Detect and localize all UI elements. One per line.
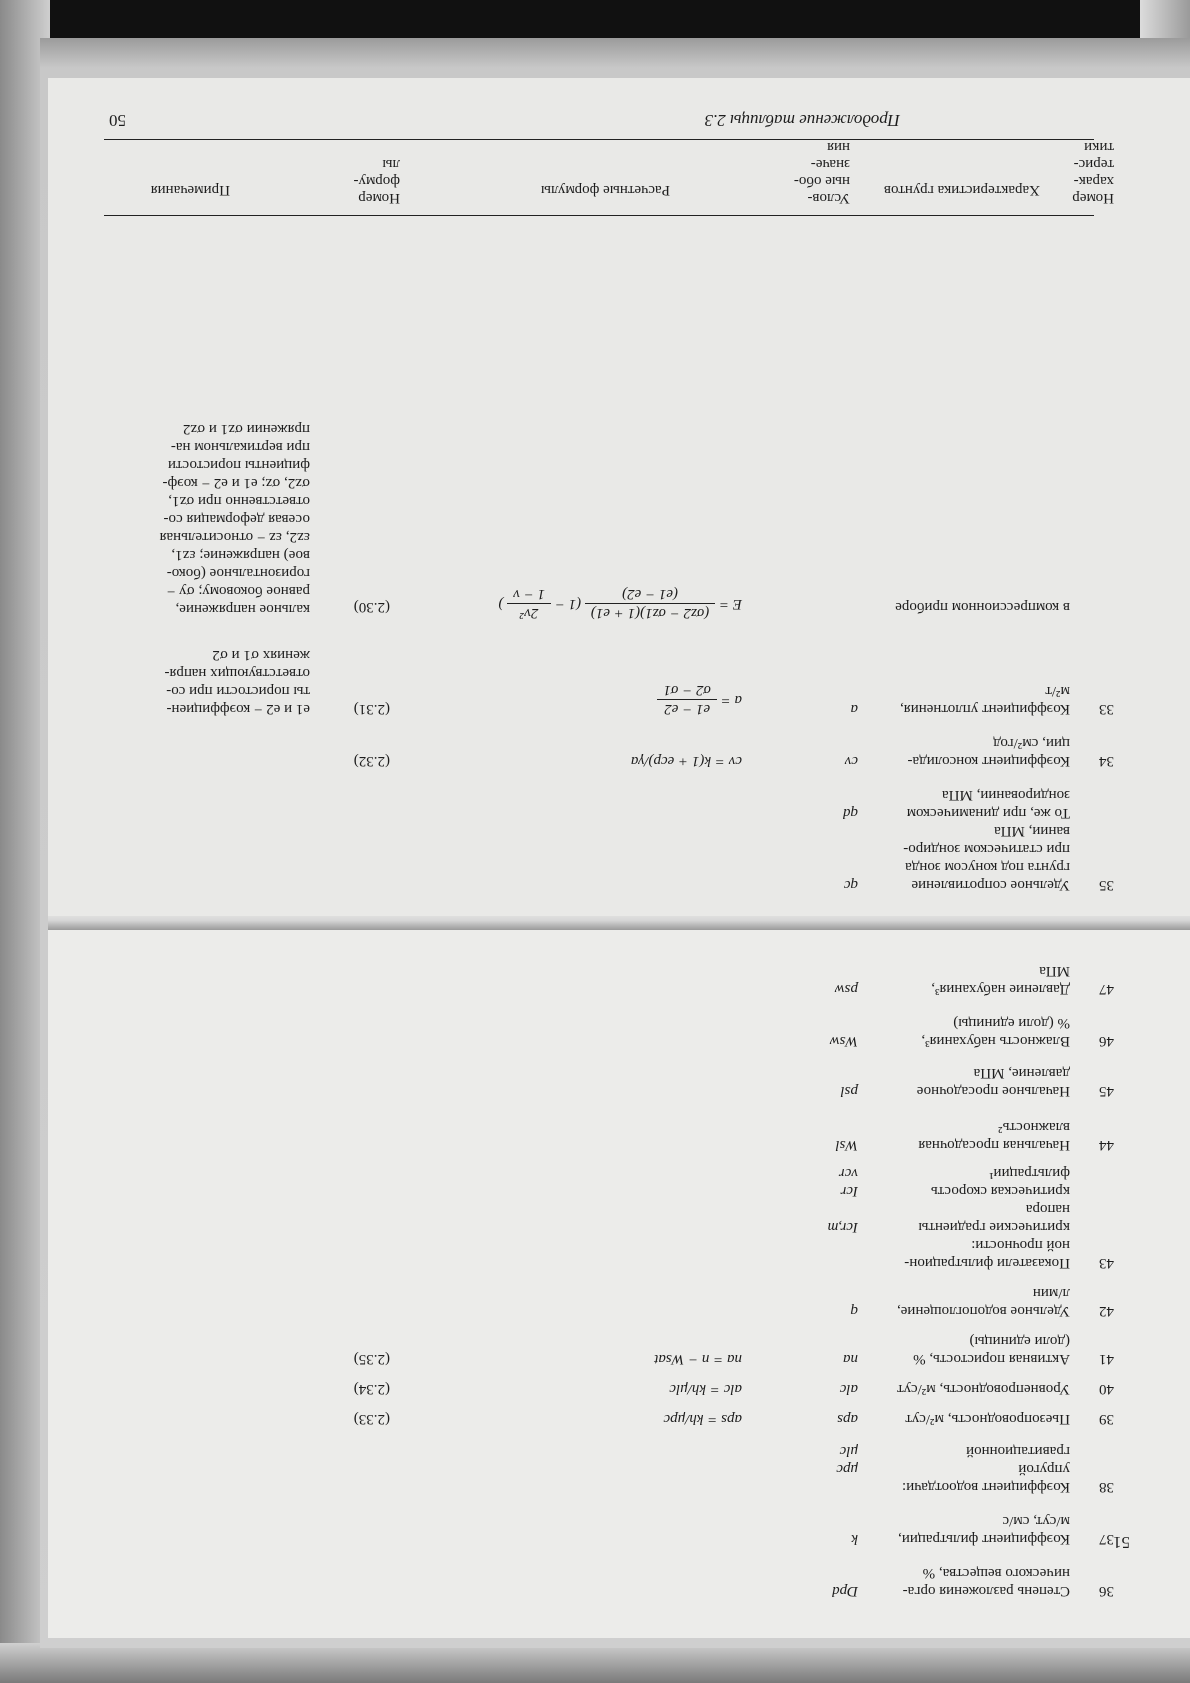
header-formula-number: Номер форму- лы [353,156,400,206]
table-rule [104,215,1094,216]
row-symbol: alc [839,1381,858,1397]
row-formula: aps = kh/μpc [663,1411,742,1427]
row-symbol: Wsw [829,1033,858,1049]
row-characteristic: Влажность набухания³, % (доли единицы) [921,1015,1070,1049]
row-number: 38 [1099,1479,1114,1495]
row-number: 37 [1099,1531,1114,1547]
row-symbol: a [850,701,858,717]
header-characteristic: Характеристика грунтов [883,182,1040,198]
row-characteristic: Степень разложения орга- нического вещества, % [902,1565,1070,1599]
row-number: 35 [1099,877,1114,893]
row-formula-number: (2.34) [353,1381,390,1397]
row-number: 42 [1099,1303,1114,1319]
row-characteristic: Коэффициент уплотнения, м²/т [900,683,1070,717]
row-formula: alc = kh/μlc [669,1381,742,1397]
row-formula-number: (2.31) [353,701,390,717]
row-number: 43 [1099,1255,1114,1271]
row-number: 34 [1099,753,1114,769]
row-symbol: Wsl [835,1137,858,1153]
row-characteristic: Коэффициент фильтрации, м/сут, см/с [898,1513,1070,1547]
scanner-bottom-edge [0,1643,1190,1683]
row-symbol: na [843,1351,858,1367]
row-formula-number: (2.30) [353,599,390,615]
row-characteristic: Активная пористость, % (доли единицы) [913,1333,1070,1367]
row-number: 36 [1099,1583,1114,1599]
row-number: 45 [1099,1083,1114,1099]
row-formula-number: (2.32) [353,753,390,769]
row-symbol: k [851,1531,858,1547]
row-characteristic: Начальная просадочная влажность² [918,1119,1070,1153]
row-characteristic: Удельное сопротивление грунта под конусом зонда при статическом зондиро- вании, МПа То же, при динамическом зондировании, МПа [903,787,1070,893]
row-number: 46 [1099,1033,1114,1049]
book-gutter [48,914,1190,930]
row-characteristic: Уровнепроводность, м²/сут [897,1381,1070,1397]
row-number: 41 [1099,1351,1114,1367]
row-symbol: q [850,1303,858,1319]
scanner-top-edge [0,0,1190,40]
row-formula: E = (σz2 − σz1)(1 + e1) (e1 − e2) (1 − 2ν² 1 − ν ) [498,586,742,621]
row-characteristic: Показатели фильтрацион- ной прочности: критические градиенты напора критическая скорость фильтрации¹ [904,1165,1070,1271]
page-50 [48,78,1190,916]
row-formula: na = n − Wsat [654,1351,742,1367]
row-characteristic: Начальное просадочное давление, МПа [916,1065,1070,1099]
row-characteristic: Коэффициент водоотдачи: упругой гравитационной [902,1443,1070,1495]
book-spread [48,78,1190,1638]
page-number: 51 [1113,1533,1130,1552]
row-formula: a = e1 − e2 σ2 − σ1 [402,681,742,718]
row-characteristic: Удельное водопоглощение, л/мин [896,1285,1070,1319]
table-title: Продолжение таблицы 2.3 [704,111,900,130]
row-symbol: μpc μlc [836,1443,858,1477]
row-characteristic: Давление набухания³, МПа [931,963,1070,997]
row-symbol: psw [834,981,858,997]
page-number: 50 [109,111,126,130]
row-number: 39 [1099,1411,1114,1427]
row-symbol: qc qd [843,805,858,893]
row-formula-number: (2.35) [353,1351,390,1367]
row-formula-number: (2.33) [353,1411,390,1427]
page-51 [48,928,1190,1638]
row-characteristic: Коэффициент консолида- ции, см²/год [907,735,1070,769]
row-symbol: psl [840,1083,858,1099]
table-rule [104,139,1094,140]
row-number: 44 [1099,1137,1114,1153]
row-number: 47 [1099,981,1114,997]
header-formula: Расчетные формулы [540,182,670,198]
row-number: 33 [1099,701,1114,717]
header-symbol: Услов- ные обо- значе- ния [793,139,850,206]
row-characteristic: в компрессионном приборе [895,599,1070,615]
row-characteristic: Пьезопроводность, м²/сут [905,1411,1070,1427]
row-symbol: Icr,m Icr vcr [827,1165,858,1235]
row-symbol: aps [837,1411,858,1427]
header-notes: Примечания [150,182,230,198]
header-num: Номер харак- терис- тики [1072,139,1114,206]
row-symbol: cv [844,753,858,769]
row-formula: cv = k(1 + ecp)/γa [630,753,742,769]
row-note: кальное напряжение, равное боковому; σy − горизонтальное (боко- вое) напряжение; εz1, εz2, εz − относительная осевая деформация со- ответственно при σz1, σz2, σz; e1 и e2 − коэф- фициенты пористости при вертикальном на- пряжении σz1 и σz2 [159,421,310,617]
row-symbol: Dpd [832,1583,858,1599]
row-note: e1 и e2 − коэффициен- ты пористости при со- ответствующих напря- жениях σ1 и σ2 [164,647,310,717]
row-number: 40 [1099,1381,1114,1397]
